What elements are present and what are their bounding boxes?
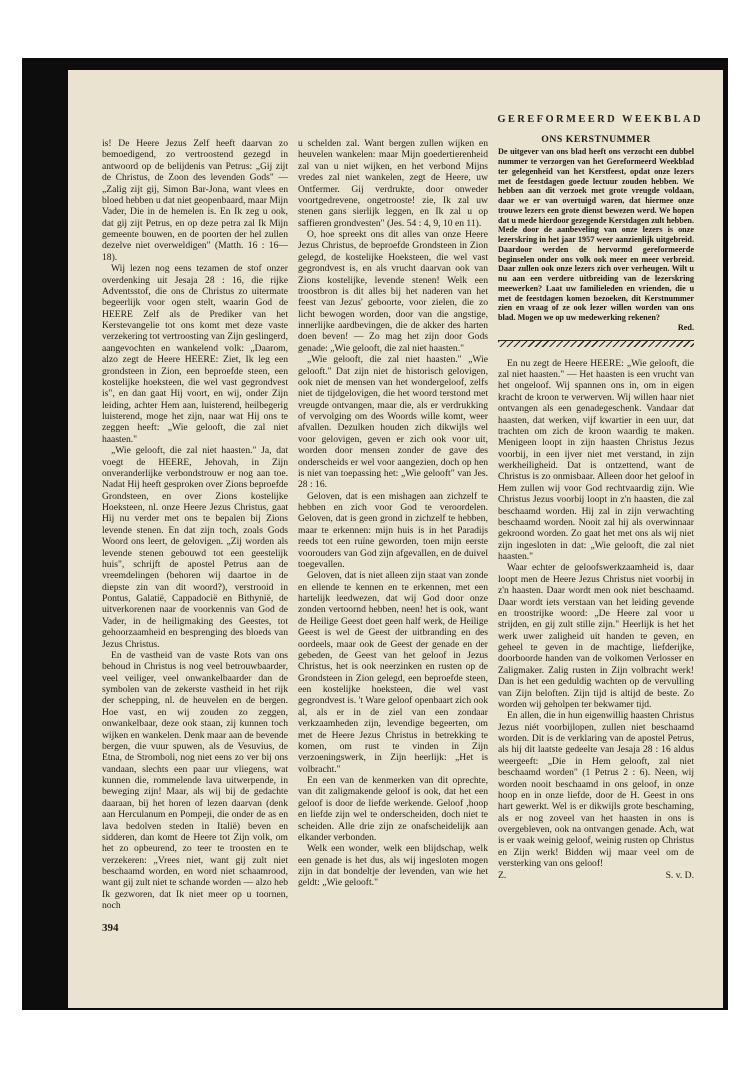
column-1 xyxy=(102,138,288,912)
signoff-left: Z. xyxy=(498,869,507,881)
column-2 xyxy=(298,138,488,889)
paragraph: Waar echter de geloofswerkzaamheid is, daar loopt men de Heere Jezus Christus niet voorbij in z'n haasten. Daar wordt men ook niet beschaamd. Daar wordt iets verstaan van het leiding gevende en troostrijke woord: „De Heere zal voor u strijden, en gij zult stille zijn." Heerlijk is het het werk uwer zaligheid uit handen te geven, en geheel te geven in de machtige, liefderijke, doorboorde handen van de volkomen Verlosser en Zaligmaker. Zalig rusten in Zijn volbracht werk! Dan is het een geduldig wachten op de vervulling van Zijn beloften. Zijn tijd is altijd de beste. Zo worden wij geholpen ter bekwamer tijd. xyxy=(498,562,694,710)
magazine-page xyxy=(68,70,723,1008)
notice-signature: Red. xyxy=(677,322,694,332)
author-signature: S. v. D. xyxy=(665,869,694,881)
paragraph: En de vastheid van de vaste Rots van ons behoud in Christus is nog veel betrouwbaarder, veel veiliger, veel onwankelbaarder dan de symbolen van de zekerste vastheid in het rijk der schepping, nl. de heuvelen en de bergen. Hoe vast, en wij zouden zo zeggen, onwankelbaar, deze ook staan, zij kunnen toch wijken en wankelen. Denk maar aan de bevende bergen, die vuur spuwen, als de Vesuvius, de Etna, de Stromboli, nog niet eens zo ver bij ons vandaan, slechts een paar uur vliegens, wat kunnen die, rommelende lava uitwerpende, in beweging zijn! Maar, als wij bij de gedachte daaraan, bij het horen of lezen daarvan (denk aan Herculanum en Pompeji, die onder de as en lava bedolven steden in Italië) beven en sidderen, dan komt de Heere tot Zijn volk, om het zo opbeurend, zo teer te troosten en te verzekeren: „Vrees niet, want gij zult niet beschaamd worden, en word niet schaamrood, want gij zult niet te schande worden — alzo heb Ik gezworen, dat Ik niet meer op u toornen, noch xyxy=(102,649,288,912)
column-3 xyxy=(498,134,694,881)
paragraph: Geloven, dat is een mishagen aan zichzelf te hebben en zich voor God te veroordelen. Geloven, dat is geen grond in zichzelf te hebben, maar te erkennen: mijn huis is in het Paradijs reeds tot een ruïne geworden, toen mijn eerste voorouders van God zijn afgevallen, en de duivel toegevallen. xyxy=(298,490,488,570)
paragraph: En een van de kenmerken van dit oprechte, van dit zaligmakende geloof is ook, dat het een geloof is door de liefde werkende. Geloof ,hoop en liefde zijn wel te onderscheiden, doch niet te scheiden. Alle drie zijn ze onafscheidelijk aan elkander verbonden. xyxy=(298,775,488,843)
notice-title: ONS KERSTNUMMER xyxy=(541,134,651,145)
ornamental-divider xyxy=(498,340,694,347)
paragraph: „Wie gelooft, die zal niet haasten." „Wie gelooft." Dat zijn niet de historisch gelovigen, ook niet de mensen van het wondergeloof, zelfs niet de tijdgelovigen, die het woord terstond met vreugde ontvangen, maar die, als er verdrukking of vervolging om des Woords wille komt, weer afvallen. Dezulken houden zich dikwijls wel voor gelovigen, geven er zich ook voor uit, worden door mensen zonder de gave des onderscheids er wel voor aangezien, doch op hen is niet van toepassing het: „Wie gelooft" van Jes. 28 : 16. xyxy=(298,354,488,491)
running-title: GEREFORMEERD WEEKBLAD xyxy=(497,114,703,125)
notice-body: De uitgever van ons blad heeft ons verzocht een dubbel nummer te verzorgen van het Gereformeerd Weekblad ter gelegenheid van het Kerstfeest, opdat onze lezers met de feestdagen goede lectuur zouden hebben. We hebben aan dit verzoek met grote vreugde voldaan, daar we er van overtuigd waren, dat hiermee onze trouwe lezers een grote dienst bewezen werd. We hopen dat u mede hierdoor gezegende Kerstdagen zult hebben. Mede door de aanbeveling van onze lezers is onze lezerskring in het jaar 1957 weer aanzienlijk uitgebreid. Daardoor werden de hervormd gereformeerde beginselen onder ons volk ook meer en meer verbreid. Daar zullen ook onze lezers zich over verheugen. Wilt u nu aan een verdere uitbreiding van de lezerskring meewerken? Laat uw familieleden en vrienden, die u met de feestdagen komen bezoeken, dit Kerstnummer zien en vraag of ze ook lezer willen worden van ons blad. Mogen we op uw medewerking rekenen? xyxy=(498,147,694,323)
paragraph: En nu zegt de Heere HEERE: „Wie gelooft, die zal niet haasten." — Het haasten is een vrucht van het ongeloof. Wij spannen ons in, om in eigen kracht de kroon te verwerven. Wij willen haar niet ontvangen als een genadegeschenk. Vandaar dat haasten, dat werken, vijf kwartier in een uur, dat trachten om zich de kroon waardig te maken. Menigeen loopt in zijn haasten Christus Jezus voorbij, in een ijver niet met verstand, in zijn werkheiligheid. Dat is ontzettend, want de Christus is zo onmisbaar. Alleen door het geloof in Hem zullen wij voor God rechtvaardig zijn. Wie Christus Jezus voorbij loopt in z'n haasten, die zal beschaamd worden. Hij zal in zijn verwachting beschaamd worden. Nooit zal hij als overwinnaar gekroond worden. Zo gaat het met ons als wij niet zijn ingesloten in dat: „Wie gelooft, die zal niet haasten." xyxy=(498,357,694,562)
paragraph: „Wie gelooft, die zal niet haasten." Ja, dat voegt de HEERE, Jehovah, in Zijn onveranderlijke verbondstrouw er nog aan toe. Nadat Hij heeft gesproken over Zions beproefde Grondsteen, en over Zions kostelijke Hoeksteen, nl. onze Heere Jezus Christus, gaat Hij nu verder met ons te bepalen bij Zions levende stenen. En dat zijn toch, zoals Gods Woord ons leert, de gelovigen. „Zij worden als levende stenen gebouwd tot een geestelijk huis", schrijft de apostel Petrus aan de vreemdelingen (behoren wij daartoe in de diepste zin van dit woord?), verstrooid in Pontus, Galatië, Cappadocië en Bithynië, de uitverkorenen naar de voorkennis van God de Vader, in de heiligmaking des Geestes, tot gehoorzaamheid en besprenging des bloeds van Jezus Christus. xyxy=(102,445,288,650)
paragraph: En allen, die in hun eigenwillig haasten Christus Jezus niét voorbijlopen, zullen niet beschaamd worden. Dit is de verklaring van de apostel Petrus, als hij dit laatste gedeelte van Jesaja 28 : 16 aldus weergeeft: „Die in Hem gelooft, zal niet beschaamd worden" (1 Petrus 2 : 6). Neen, wij worden nooit beschaamd in ons geloof, in onze hoop en in onze liefde, door de H. Geest in ons hart gewerkt. Wel is er dikwijls grote beschaming, als er nog zoveel van het haasten in ons is overgebleven, ook na ontvangen genade. Ach, wat is er vaak weinig geloof, weinig rusten op Christus en Zijn werk! Bidden wij maar veel om de versterking van ons geloof! xyxy=(498,710,694,870)
paragraph: O, hoe spreekt ons dit alles van onze Heere Jezus Christus, de beproefde Grondsteen in Zion gelegd, de kostelijke Hoeksteen, die wel vast gegrondvest is, en als vrucht daarvan ook van Zions kostelijke, levende stenen! Welk een troostbron is dit alles bij het naderen van het feest van Jezus' geboorte, voor zielen, die zo licht bewogen worden, door van die angstige, innerlijke aardbevingen, die de akker des harten doen beven! — Zo mag het zijn door Gods genade: „Wie gelooft, die zal niet haasten." xyxy=(298,229,488,354)
page-number: 394 xyxy=(102,922,119,934)
paragraph: is! De Heere Jezus Zelf heeft daarvan zo bemoedigend, zo vertroostend gezegd in antwoord op de belijdenis van Petrus: „Gij zijt de Christus, de Zoon des levenden Gods" — „Zalig zijt gij, Simon Bar-Jona, want vlees en bloed hebben u dat niet geopenbaard, maar Mijn Vader, Die in de hemelen is. En Ik zeg u ook, dat gij zijt Petrus, en op deze petra zal Ik Mijn gemeente bouwen, en de poorten der hel zullen dezelve niet overweldigen" (Matth. 16 : 16—18). xyxy=(102,138,288,263)
signoff xyxy=(498,870,694,881)
paragraph: Welk een wonder, welk een blijdschap, welk een genade is het dus, als wij ingesloten mogen zijn in dat bondeltje der levenden, van wie het geldt: „Wie gelooft." xyxy=(298,843,488,889)
paragraph: Geloven, dat is niet alleen zijn staat van zonde en ellende te kennen en te erkennen, met een hartelijk leedwezen, dat wij God door onze zonden vertoornd hebben, neen! het is ook, want de Heilige Geest doet geen half werk, de Heilige Geest is wel de Geest der uitbranding en des oordeels, maar ook de Geest der genade en der gebeden, de Geest van het geloof in Jezus Christus, het is ook neerzinken en rusten op de Grondsteen in Zion gelegd, een beproefde steen, een kostelijke hoeksteen, die wel vast gegrondvest is. 't Ware geloof openbaart zich ook al, als er in de ziel van een zondaar verkzaamheden zijn, levendige begeerten, om met de Heere Jezus Christus in betrekking te komen, om rust te vinden in Zijn verzoeningswerk, in Zijn heerlijk: „Het is volbracht." xyxy=(298,570,488,775)
paragraph: Wij lezen nog eens tezamen de stof onzer overdenking uit Jesaja 28 : 16, die rijke Adventsstof, die ons de Christus zo uitermate begeerlijk voor ogen stelt, waarin God de HEERE Zelf als de Prediker van het Kerstevangelie tot ons komt met deze vaste verzekering tot vertroosting van Zijn geslingerd, aangevochten en wankelend volk: „Daarom, alzo zegt de Heere HEERE: Ziet, Ik leg een grondsteen in Zion, een beproefde steen, een kostelijke hoeksteen, die wel vast gegrondvest is", en dan gaat Hij voort, en wij, onder Zijn leiding, achter Hem aan, luisterend, heilbegerig luisterend, moge het zijn, naar wat Hij ons te zeggen heeft: „Wie gelooft, die zal niet haasten." xyxy=(102,263,288,445)
paragraph: u schelden zal. Want bergen zullen wijken en heuvelen wankelen: maar Mijn goedertierenheid zal van u niet wijken, en het verbond Mijns vredes zal niet wankelen, zegt de Heere, uw Ontfermer. Gij verdrukte, door onweder voortgedrevene, ongetrooste! zie, Ik zal uw stenen gans sierlijk leggen, en Ik zal u op saffieren grondvesten" (Jes. 54 : 4, 9, 10 en 11). xyxy=(298,138,488,229)
